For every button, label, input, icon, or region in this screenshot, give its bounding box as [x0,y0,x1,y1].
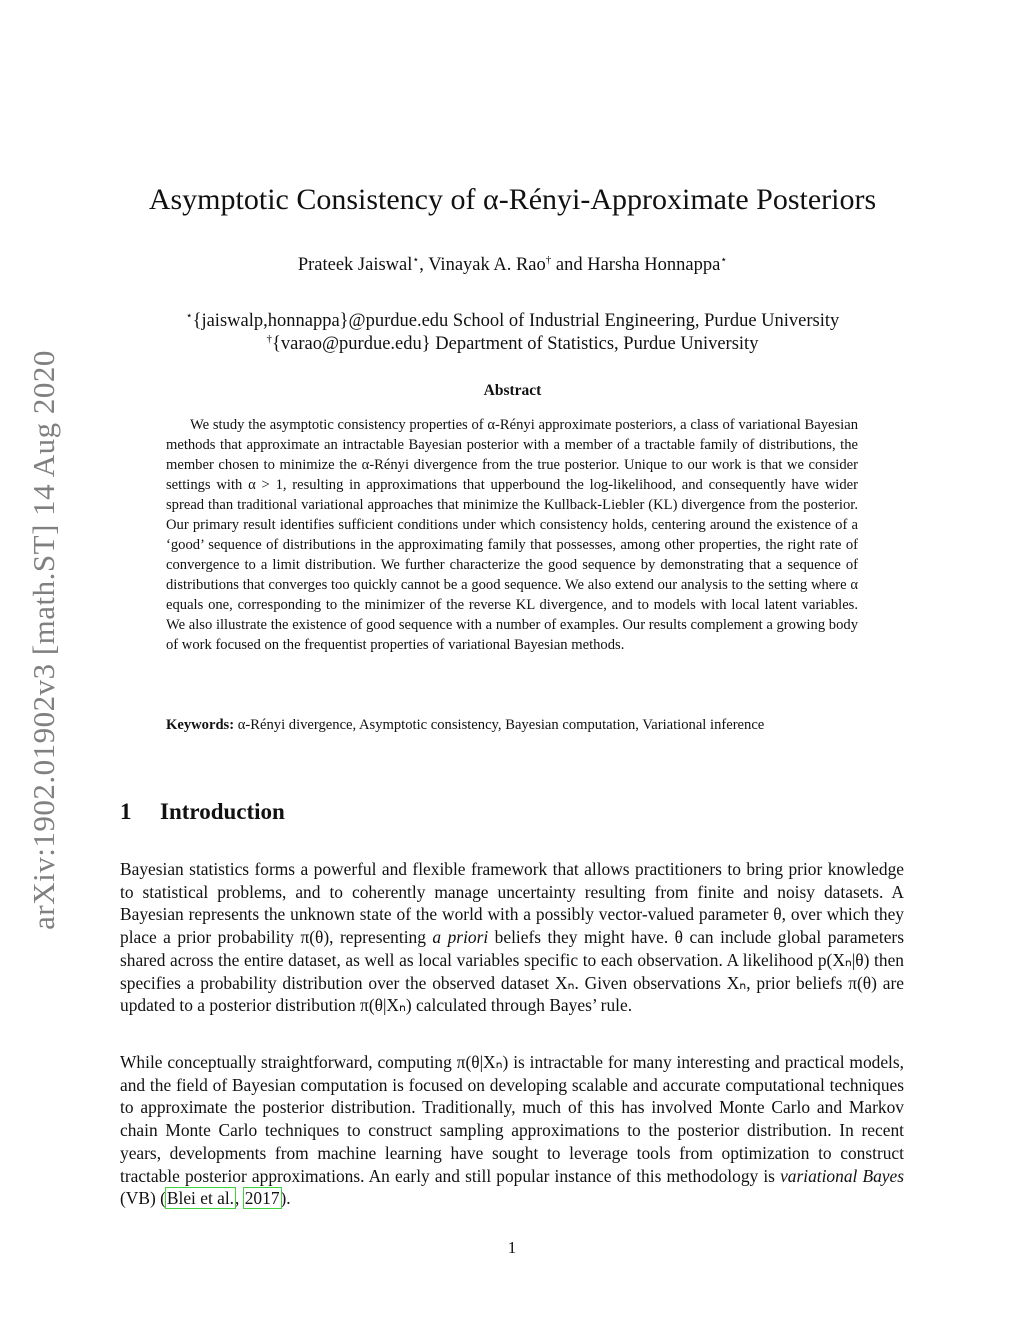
affiliation-mark: † [545,253,552,266]
author-list [120,255,905,276]
keywords [166,715,858,735]
affiliation-line [120,334,905,355]
affiliation-line [120,311,905,332]
intro-paragraph-1 [120,858,904,1017]
author-separator: , [419,255,429,275]
affiliation-mark: ⋆ [412,253,420,266]
affiliation-mark: † [266,332,273,345]
keywords-text: α-Rényi divergence, Asymptotic consistency, Bayesian computation, Variational inference [237,717,765,733]
author-name: Harsha Honnappa [587,255,721,275]
citation-link-year[interactable]: 2017 [244,1188,280,1209]
paragraph-text: While conceptually straightforward, computing π(θ|Xₙ) is intractable for many interesting and practical models, and the field of Bayesian computation is focused on developing scalable and accurate computational techniques to approximate the posterior distribution. Traditionally, much of this has involved Monte Carlo and Markov chain Monte Carlo techniques to construct sampling approximations to the posterior distribution. In recent years, developments from machine learning have sought to leverage tools from optimization to construct tractable posterior approximations. An early and still popular instance of this methodology is [120,1052,904,1186]
section-title: Introduction [160,799,285,824]
keywords-label: Keywords: [166,717,235,733]
author-separator: and [551,255,588,275]
paragraph-text: beliefs they might have. θ can include global parameters shared across the entire dataset, as well as local variables specific to each observation. A likelihood p(Xₙ|θ) then specifies a probability distribution over the observed dataset Xₙ. Given observations Xₙ, prior beliefs π(θ) are updated to a posterior distribution π(θ|Xₙ) calculated through Bayes’ rule. [120,927,904,1016]
page-number: 1 [507,1238,517,1257]
paper-title: Asymptotic Consistency of α-Rényi-Approximate Posteriors [148,183,877,216]
paragraph-text: Bayesian statistics forms a powerful and flexible framework that allows practitioners to bring prior knowledge to statistical problems, and to coherently manage uncertainty resulting from finite and noisy datasets. A Bayesian represents the unknown state of the world with a possibly vector-valued parameter θ, over which they place a prior probability π(θ), representing [120,859,904,948]
intro-paragraph-2 [120,1051,904,1210]
paragraph-text: ). [280,1188,291,1209]
author-name: Prateek Jaiswal [297,255,413,275]
abstract-heading: Abstract [483,382,542,399]
affiliation-text: {varao@purdue.edu} Department of Statistics, Purdue University [272,334,759,354]
affiliation-mark: ⋆ [720,253,728,266]
abstract-body: We study the asymptotic consistency properties of α-Rényi approximate posteriors, a class of variational Bayesian methods that approximate an intractable Bayesian posterior with a member of a tractable family of distributions, the member chosen to minimize the α-Rényi divergence from the true posterior. Unique to our work is that we consider settings with α > 1, resulting in approximations that upperbound the log-likelihood, and consequently have wider spread than traditional variational approaches that minimize the Kullback-Liebler (KL) divergence from the posterior. Our primary result identifies sufficient conditions under which consistency holds, centering around the existence of a ‘good’ sequence of distributions in the approximating family that possesses, among other properties, the right rate of convergence to a limit distribution. We further characterize the good sequence by demonstrating that a sequence of distributions that converges too quickly cannot be a good sequence. We also extend our analysis to the setting where α equals one, corresponding to the minimizer of the reverse KL divergence, and to models with local latent variables. We also illustrate the existence of good sequence with a number of examples. Our results complement a growing body of work focused on the frequentist properties of variational Bayesian methods. [166,417,858,653]
affiliation-mark: ⋆ [185,309,193,322]
paragraph-text: (VB) ( [120,1188,166,1209]
emphasis-text: a priori [432,927,489,948]
section-heading [120,799,285,825]
author-name: Vinayak A. Rao [428,255,546,275]
section-number: 1 [120,799,132,824]
emphasis-text: variational Bayes [780,1165,904,1186]
arxiv-stamp: arXiv:1902.01902v3 [math.ST] 14 Aug 2020 [26,350,61,930]
citation-link-authors[interactable]: Blei et al. [166,1188,235,1209]
affiliation-text: {jaiswalp,honnappa}@purdue.edu School of Industrial Engineering, Purdue University [192,311,840,331]
citation-separator: , [235,1188,244,1209]
